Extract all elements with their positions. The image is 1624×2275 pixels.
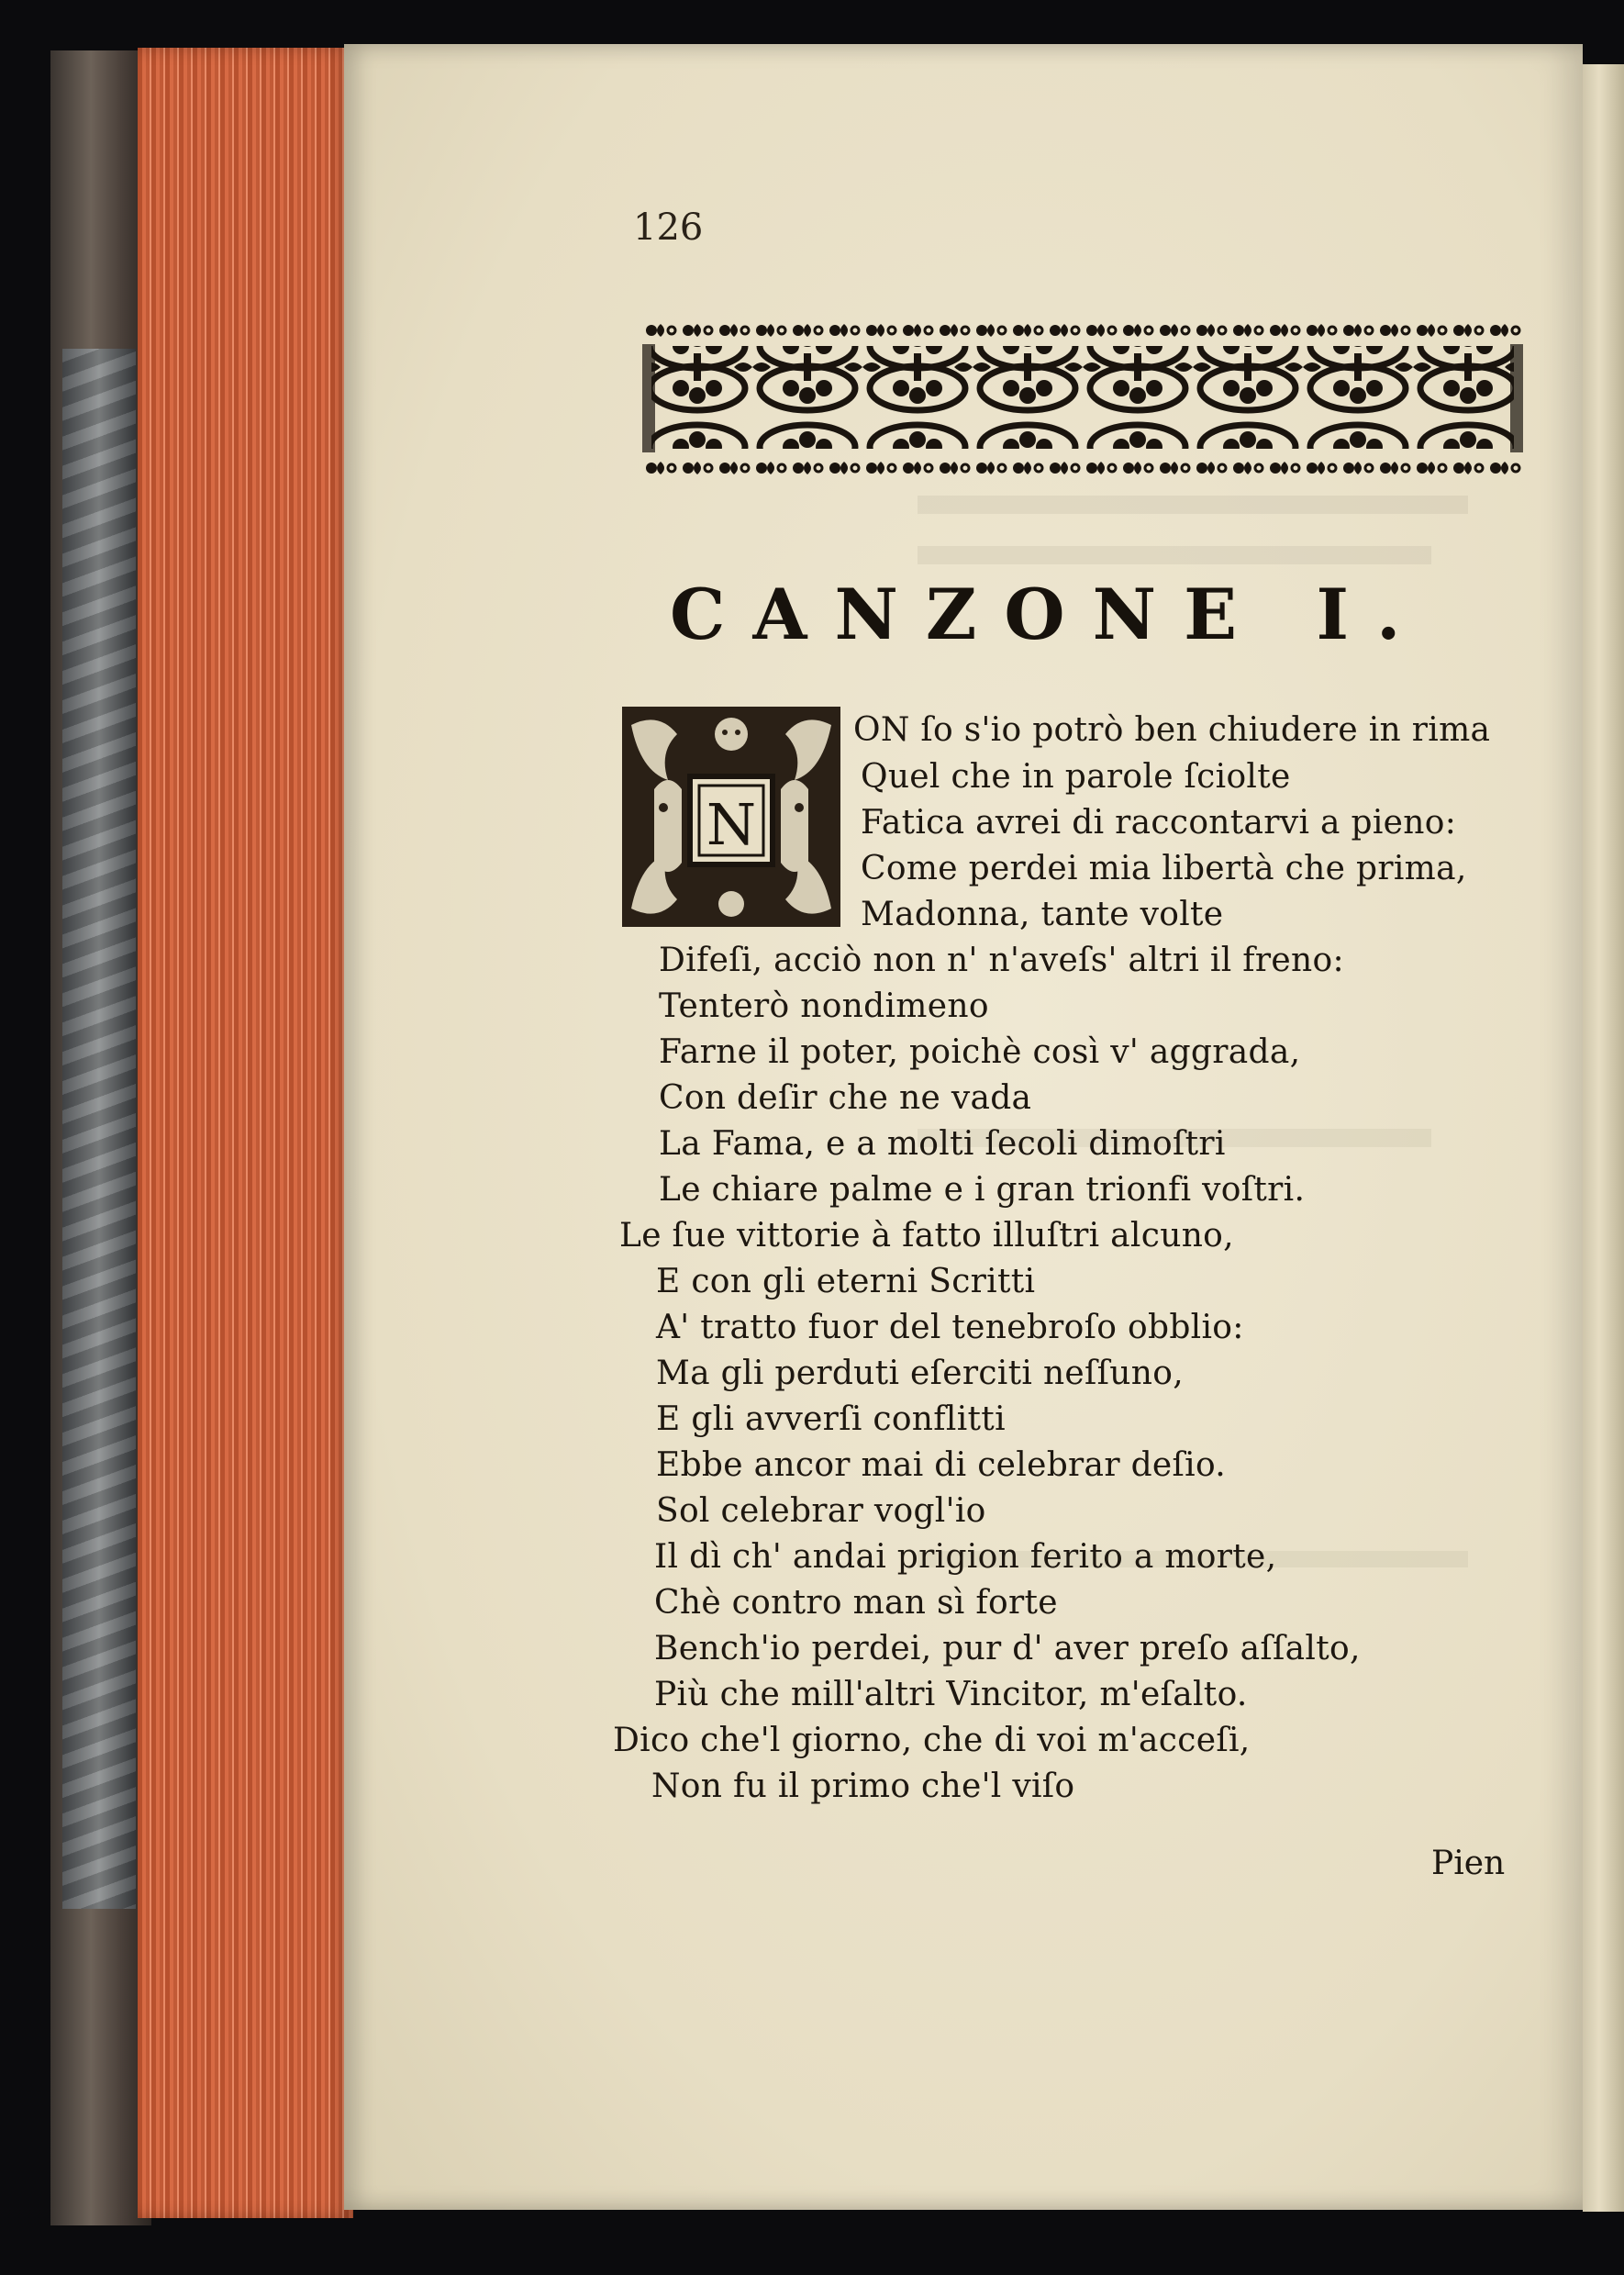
- verse-line: Dico che'l giorno, che di voi m'acceſi,: [613, 1722, 1251, 1759]
- verse-line: Le ſue vittorie à fatto illuſtri alcuno,: [619, 1217, 1234, 1255]
- page-number: 126: [633, 206, 704, 249]
- verse-line: Ma gli perduti eſerciti neſſuno,: [656, 1355, 1184, 1392]
- verse-line: Tenterò nondimeno: [659, 987, 989, 1025]
- verse-line: E con gli eterni Scritti: [656, 1263, 1036, 1300]
- verse-line: Il dì ch' andai prigion ferito a morte,: [654, 1538, 1277, 1576]
- verse-line: Fatica avrei di raccontarvi a pieno:: [861, 804, 1457, 842]
- canzone-title: CANZONE I.: [670, 574, 1429, 655]
- catchword: Pien: [1431, 1845, 1506, 1882]
- verse-line: Come perdei mia libertà che prima,: [861, 850, 1467, 887]
- drop-cap-letter: N: [706, 791, 757, 858]
- verse-line: A' tratto fuor del tenebroſo obblio:: [656, 1309, 1244, 1346]
- verse-line: Madonna, tante volte: [861, 896, 1224, 933]
- verse-line: Sol celebrar vogl'io: [656, 1492, 986, 1530]
- verse-line: Ebbe ancor mai di celebrar deſio.: [656, 1446, 1227, 1484]
- verse-line: Più che mill'altri Vincitor, m'eſalto.: [654, 1676, 1248, 1713]
- verse-line: ON ſo s'io potrò ben chiudere in rima: [853, 711, 1491, 749]
- verse-line: Bench'io perdei, pur d' aver preſo aſſalto,: [654, 1630, 1361, 1667]
- verse-line: Le chiare palme e i gran trionfi voſtri.: [659, 1171, 1306, 1209]
- verse-line: E gli avverſi conflitti: [656, 1400, 1006, 1438]
- verse-line: Chè contro man sì forte: [654, 1584, 1058, 1622]
- verse-line: Non fu il primo che'l viſo: [651, 1768, 1075, 1805]
- verse-line: Quel che in parole ſciolte: [861, 758, 1291, 796]
- verse-line: Con deſir che ne vada: [659, 1079, 1032, 1117]
- verse-line: Difeſi, acciò non n' n'aveſs' altri il freno:: [659, 942, 1344, 979]
- verse-line: Farne il poter, poichè così v' aggrada,: [659, 1033, 1301, 1071]
- verse-line: La Fama, e a molti ſecoli dimoſtri: [659, 1125, 1226, 1163]
